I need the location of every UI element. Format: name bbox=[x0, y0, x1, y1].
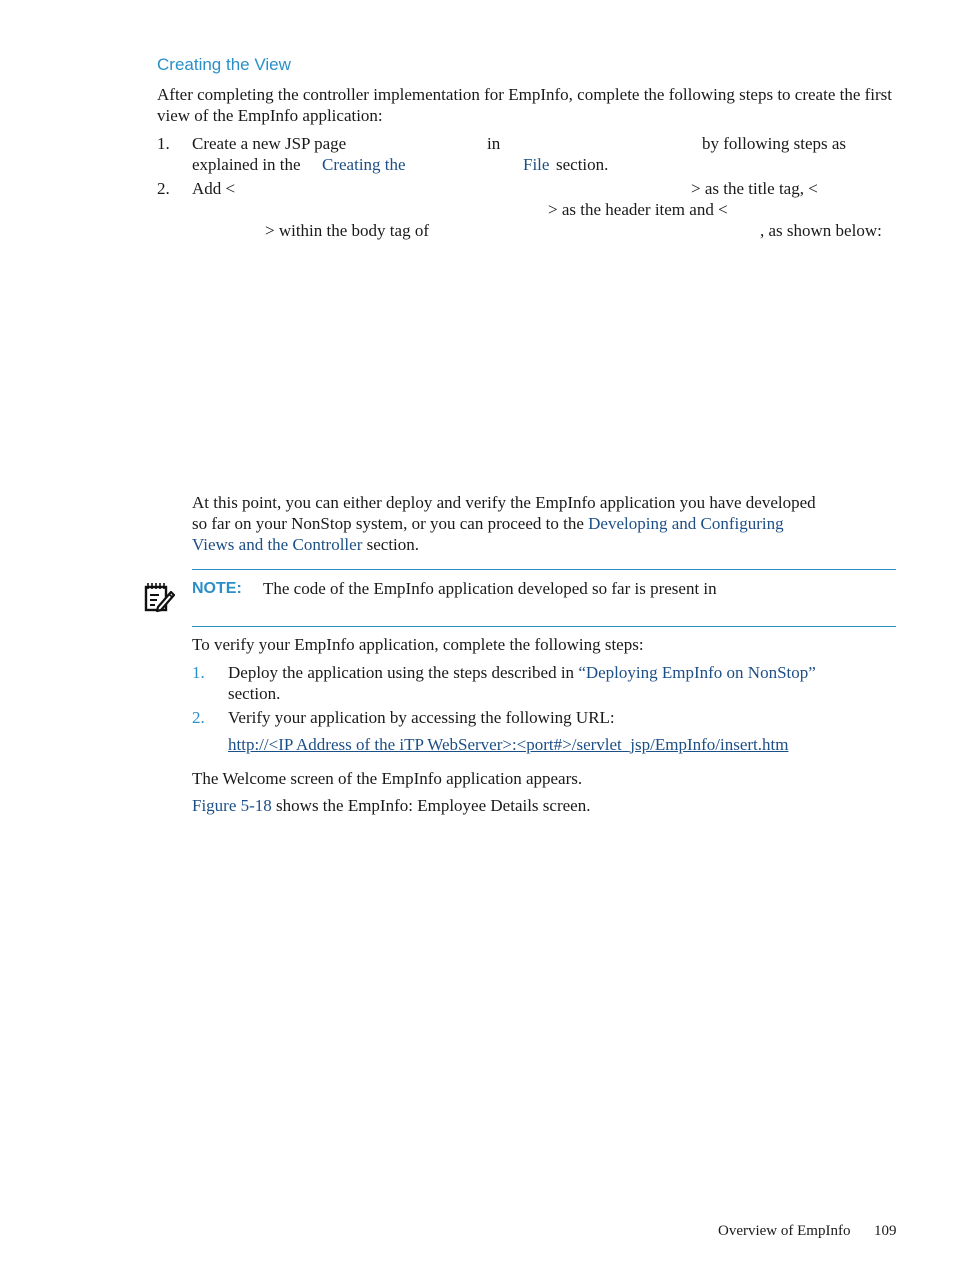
after-code-line-2 bbox=[192, 513, 784, 534]
verify-step-1-number: 1. bbox=[192, 663, 205, 682]
step-2-number: 2. bbox=[157, 179, 170, 198]
step-2-text-c: > as the header item and < bbox=[548, 200, 728, 219]
section-heading: Creating the View bbox=[157, 55, 291, 74]
intro-paragraph: After completing the controller implementation for EmpInfo, complete the following steps to create the first view of the EmpInfo application: bbox=[157, 85, 893, 125]
after-code-text-b: section. bbox=[366, 535, 420, 554]
verify-step-1-text: Deploy the application using the steps described in bbox=[228, 663, 575, 682]
verify-step-2-text: Verify your application by accessing the following URL: bbox=[228, 708, 615, 727]
views-controller-link[interactable]: Views and the Controller bbox=[192, 535, 363, 554]
verify-step-1-cont: section. bbox=[228, 684, 281, 703]
note-text: The code of the EmpInfo application developed so far is present in bbox=[263, 579, 717, 598]
after-code-line-1: At this point, you can either deploy and verify the EmpInfo application you have developed bbox=[192, 493, 816, 512]
figure-reference-line bbox=[192, 795, 590, 816]
step-1-text-d: explained in the bbox=[192, 155, 301, 174]
step-1-number: 1. bbox=[157, 134, 170, 153]
figure-5-18-link[interactable]: Figure 5-18 bbox=[192, 796, 272, 815]
note-icon bbox=[143, 581, 175, 613]
verify-intro: To verify your EmpInfo application, complete the following steps: bbox=[192, 635, 644, 654]
note-label: NOTE: bbox=[192, 580, 242, 597]
after-code-line-3 bbox=[192, 534, 419, 555]
verify-step-1-line-1 bbox=[228, 662, 816, 683]
creating-link-part1[interactable]: Creating the bbox=[322, 155, 406, 174]
note-bottom-rule bbox=[192, 626, 896, 627]
step-2-text-b: > as the title tag, < bbox=[691, 179, 818, 198]
after-code-text-a: so far on your NonStop system, or you can proceed to the bbox=[192, 514, 584, 533]
note-top-rule bbox=[192, 569, 896, 570]
step-1-text-a: Create a new JSP page bbox=[192, 134, 347, 153]
deploying-empinfo-link[interactable]: “Deploying EmpInfo on NonStop” bbox=[578, 663, 816, 682]
verify-step-2-number: 2. bbox=[192, 708, 205, 727]
step-2-text-a: Add < bbox=[192, 179, 236, 198]
creating-link-part2[interactable]: File bbox=[523, 155, 550, 174]
insert-url-link[interactable]: http://<IP Address of the iTP WebServer>:<port#>/servlet_jsp/EmpInfo/insert.htm bbox=[228, 735, 789, 754]
step-2-text-e: , as shown below: bbox=[760, 221, 882, 240]
developing-configuring-link[interactable]: Developing and Configuring bbox=[588, 514, 784, 533]
step-1-text-b: in bbox=[487, 134, 501, 153]
step-1-text-e: section. bbox=[556, 155, 609, 174]
welcome-text: The Welcome screen of the EmpInfo application appears. bbox=[192, 769, 583, 788]
figure-reference-text: shows the EmpInfo: Employee Details screen. bbox=[276, 796, 591, 815]
footer-title: Overview of EmpInfo bbox=[718, 1223, 851, 1239]
step-2-text-d: > within the body tag of bbox=[265, 221, 429, 240]
page-number: 109 bbox=[874, 1223, 897, 1239]
step-1-text-c: by following steps as bbox=[702, 134, 847, 153]
